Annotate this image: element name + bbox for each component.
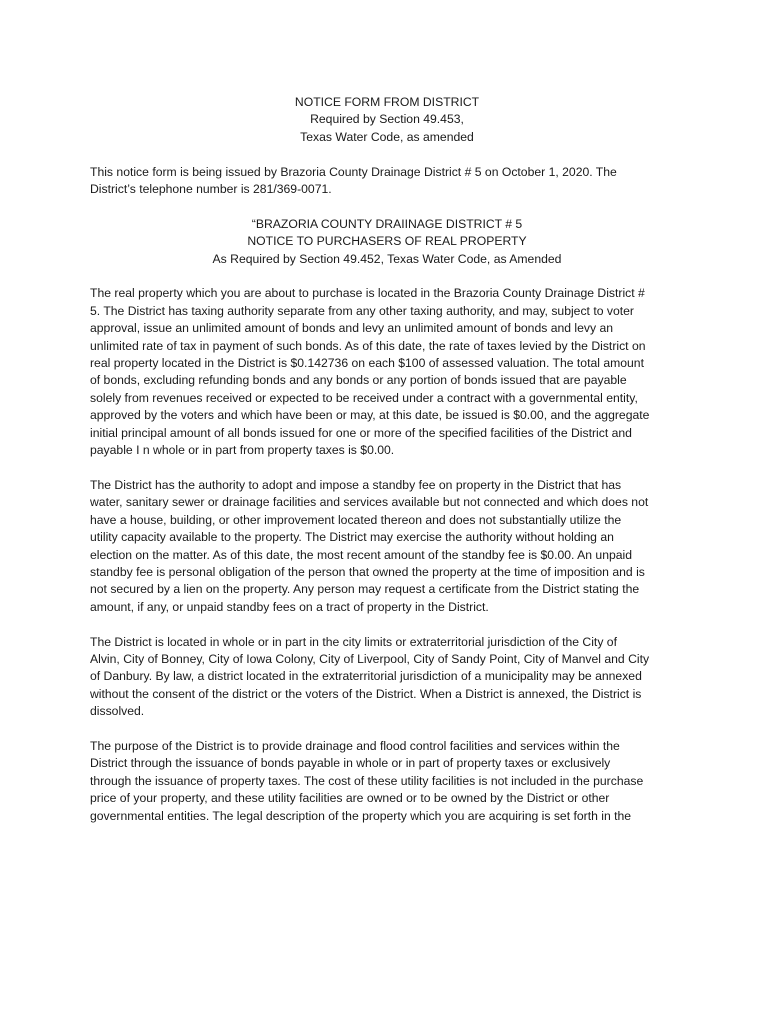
- intro-line: District’s telephone number is 281/369-0071.: [90, 182, 332, 197]
- form-subtitle-code: Texas Water Code, as amended: [300, 129, 474, 144]
- paragraph-line: dissolved.: [90, 704, 145, 719]
- paragraph-line: amount, if any, or unpaid standby fees on a tract of property in the District.: [90, 599, 489, 614]
- paragraph-line: approved by the voters and which have been or may, at this date, be issued is $0.00, and the aggregate: [90, 408, 650, 423]
- notice-heading: NOTICE TO PURCHASERS OF REAL PROPERTY: [247, 234, 527, 249]
- paragraph-line: utility capacity available to the property. The District may exercise the authority without holding an: [90, 530, 614, 545]
- notice-requirement: As Required by Section 49.452, Texas Water Code, as Amended: [212, 251, 562, 266]
- form-header: [90, 94, 684, 146]
- document-page: [90, 94, 684, 842]
- paragraph-line: have a house, building, or other improvement located thereon and does not substantially utilize the: [90, 512, 622, 527]
- paragraph-line: approval, issue an unlimited amount of bonds and levy an unlimited amount of bonds and levy an: [90, 321, 614, 336]
- notice-title-block: [90, 216, 684, 268]
- paragraph-line: The District is located in whole or in part in the city limits or extraterritorial jurisdiction of the City of: [90, 634, 617, 649]
- paragraph-line: governmental entities. The legal description of the property which you are acquiring is set forth in the: [90, 808, 632, 823]
- paragraph-line: election on the matter. As of this date, the most recent amount of the standby fee is $0.00. An unpaid: [90, 547, 633, 562]
- paragraph-line: not secured by a lien on the property. Any person may request a certificate from the District stating the: [90, 582, 640, 597]
- notice-district-name: “BRAZORIA COUNTY DRAIINAGE DISTRICT # 5: [251, 216, 523, 231]
- paragraph-line: District through the issuance of bonds payable in whole or in part of property taxes or exclusively: [90, 756, 611, 771]
- paragraph-line: initial principal amount of all bonds issued for one or more of the specified facilities of the District and: [90, 425, 632, 440]
- paragraph-tax-authority: [90, 285, 684, 459]
- paragraph-district-purpose: [90, 738, 684, 825]
- paragraph-line: real property located in the District is $0.142736 on each $100 of assessed valuation. The total amount: [90, 356, 644, 371]
- paragraph-line: The real property which you are about to purchase is located in the Brazoria County Drainage District #: [90, 286, 645, 301]
- paragraph-line: The purpose of the District is to provide drainage and flood control facilities and services within the: [90, 738, 620, 753]
- intro-line: This notice form is being issued by Brazoria County Drainage District # 5 on October 1, 2020. The: [90, 164, 617, 179]
- paragraph-line: payable I n whole or in part from property taxes is $0.00.: [90, 443, 395, 458]
- form-subtitle-section: Required by Section 49.453,: [310, 112, 464, 127]
- paragraph-line: water, sanitary sewer or drainage facilities and services available but not connected and which does not: [90, 495, 649, 510]
- paragraph-city-limits: [90, 634, 684, 721]
- paragraph-line: The District has the authority to adopt and impose a standby fee on property in the District that has: [90, 477, 622, 492]
- paragraph-line: price of your property, and these utility facilities are owned or to be owned by the District or other: [90, 791, 610, 806]
- paragraph-line: unlimited rate of tax in payment of such bonds. As of this date, the rate of taxes levied by the District on: [90, 338, 646, 353]
- form-title: NOTICE FORM FROM DISTRICT: [294, 95, 480, 109]
- intro-paragraph: [90, 164, 684, 199]
- paragraph-line: 5. The District has taxing authority separate from any other taxing authority, and may, subject to voter: [90, 303, 634, 318]
- paragraph-line: solely from revenues received or expected to be received under a contract with a governmental entity,: [90, 390, 638, 405]
- paragraph-standby-fee: [90, 477, 684, 616]
- paragraph-line: standby fee is personal obligation of the person that owned the property at the time of imposition and is: [90, 564, 645, 579]
- paragraph-line: without the consent of the district or the voters of the District. When a District is annexed, the District is: [90, 686, 642, 701]
- paragraph-line: Alvin, City of Bonney, City of Iowa Colony, City of Liverpool, City of Sandy Point, City of Manvel and City: [90, 651, 650, 666]
- paragraph-line: of bonds, excluding refunding bonds and any bonds or any portion of bonds issued that are payable: [90, 373, 627, 388]
- paragraph-line: of Danbury. By law, a district located in the extraterritorial jurisdiction of a municipality may be annexed: [90, 669, 642, 684]
- paragraph-line: through the issuance of property taxes. The cost of these utility facilities is not included in the purchase: [90, 773, 644, 788]
